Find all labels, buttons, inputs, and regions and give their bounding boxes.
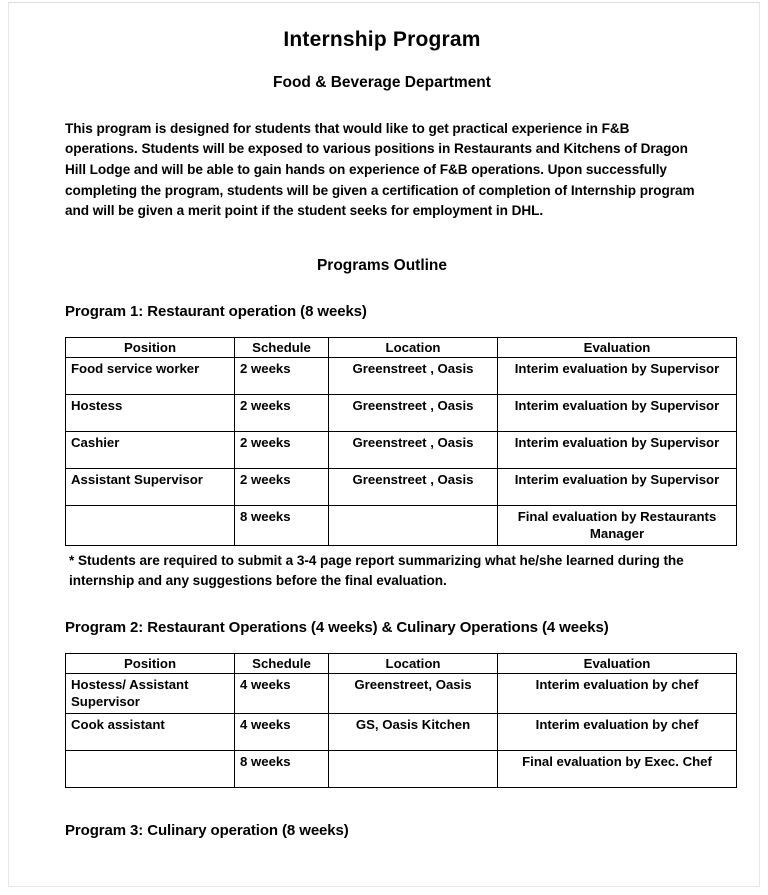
cell-evaluation: Interim evaluation by Supervisor <box>498 432 737 469</box>
cell-evaluation: Interim evaluation by chef <box>498 674 737 714</box>
cell-position <box>66 506 235 546</box>
cell-schedule: 2 weeks <box>235 395 329 432</box>
cell-evaluation: Interim evaluation by Supervisor <box>498 469 737 506</box>
program-2-table-wrap <box>65 638 712 788</box>
table-row <box>66 506 737 546</box>
cell-location <box>329 506 498 546</box>
program-1-table-wrap <box>65 322 720 546</box>
cell-schedule: 2 weeks <box>235 358 329 395</box>
column-header-location: Location <box>329 337 498 357</box>
program-3-heading: Program 3: Culinary operation (8 weeks) <box>65 821 349 839</box>
page-title: Internship Program <box>283 28 481 51</box>
table-row <box>66 432 737 469</box>
table-row <box>66 674 737 714</box>
cell-location: Greenstreet, Oasis <box>329 674 498 714</box>
program-1-table <box>65 337 737 546</box>
cell-position: Cook assistant <box>66 713 235 750</box>
program-2-table <box>65 653 737 788</box>
intro-paragraph: This program is designed for students that would like to get practical experience in F&B operations. Students will be exposed to various positions in Restaurants and Kitchens of Dragon Hill Lodge and will be able to gain hands on experience of F&B operations. Upon successfully completing the program, students will be given a certification of completion of Internship program and will be given a merit point if the student seeks for employment in DHL. <box>65 120 695 219</box>
column-header-evaluation: Evaluation <box>498 653 737 673</box>
cell-evaluation: Interim evaluation by Supervisor <box>498 395 737 432</box>
program-2-heading: Program 2: Restaurant Operations (4 weeks) & Culinary Operations (4 weeks) <box>65 618 609 636</box>
cell-position: Hostess <box>66 395 235 432</box>
table-row <box>66 713 737 750</box>
cell-location <box>329 750 498 787</box>
cell-location: Greenstreet , Oasis <box>329 432 498 469</box>
cell-position: Hostess/ Assistant Supervisor <box>66 674 235 714</box>
cell-schedule: 4 weeks <box>235 713 329 750</box>
column-header-evaluation: Evaluation <box>498 337 737 357</box>
table-row <box>66 395 737 432</box>
cell-location: GS, Oasis Kitchen <box>329 713 498 750</box>
table-header-row <box>66 653 737 673</box>
cell-position: Assistant Supervisor <box>66 469 235 506</box>
cell-position: Cashier <box>66 432 235 469</box>
program-1-heading: Program 1: Restaurant operation (8 weeks) <box>65 302 367 320</box>
table-row <box>66 469 737 506</box>
cell-position: Food service worker <box>66 358 235 395</box>
cell-evaluation: Interim evaluation by chef <box>498 713 737 750</box>
cell-evaluation: Final evaluation by Restaurants Manager <box>498 506 737 546</box>
table-row <box>66 750 737 787</box>
program-1-footnote: * Students are required to submit a 3-4 page report summarizing what he/she learned during the internship and any suggestions before the final evaluation. <box>69 552 684 589</box>
column-header-location: Location <box>329 653 498 673</box>
column-header-position: Position <box>66 337 235 357</box>
cell-schedule: 8 weeks <box>235 750 329 787</box>
cell-schedule: 2 weeks <box>235 432 329 469</box>
cell-location: Greenstreet , Oasis <box>329 395 498 432</box>
column-header-position: Position <box>66 653 235 673</box>
document-content <box>65 21 720 841</box>
document-page <box>8 2 760 887</box>
table-header-row <box>66 337 737 357</box>
cell-location: Greenstreet , Oasis <box>329 469 498 506</box>
table-row <box>66 358 737 395</box>
cell-evaluation: Interim evaluation by Supervisor <box>498 358 737 395</box>
section-title-programs-outline: Programs Outline <box>316 257 448 275</box>
column-header-schedule: Schedule <box>235 337 329 357</box>
cell-schedule: 4 weeks <box>235 674 329 714</box>
column-header-schedule: Schedule <box>235 653 329 673</box>
cell-schedule: 8 weeks <box>235 506 329 546</box>
cell-evaluation: Final evaluation by Exec. Chef <box>498 750 737 787</box>
cell-schedule: 2 weeks <box>235 469 329 506</box>
cell-location: Greenstreet , Oasis <box>329 358 498 395</box>
page-subtitle: Food & Beverage Department <box>273 74 491 92</box>
cell-position <box>66 750 235 787</box>
